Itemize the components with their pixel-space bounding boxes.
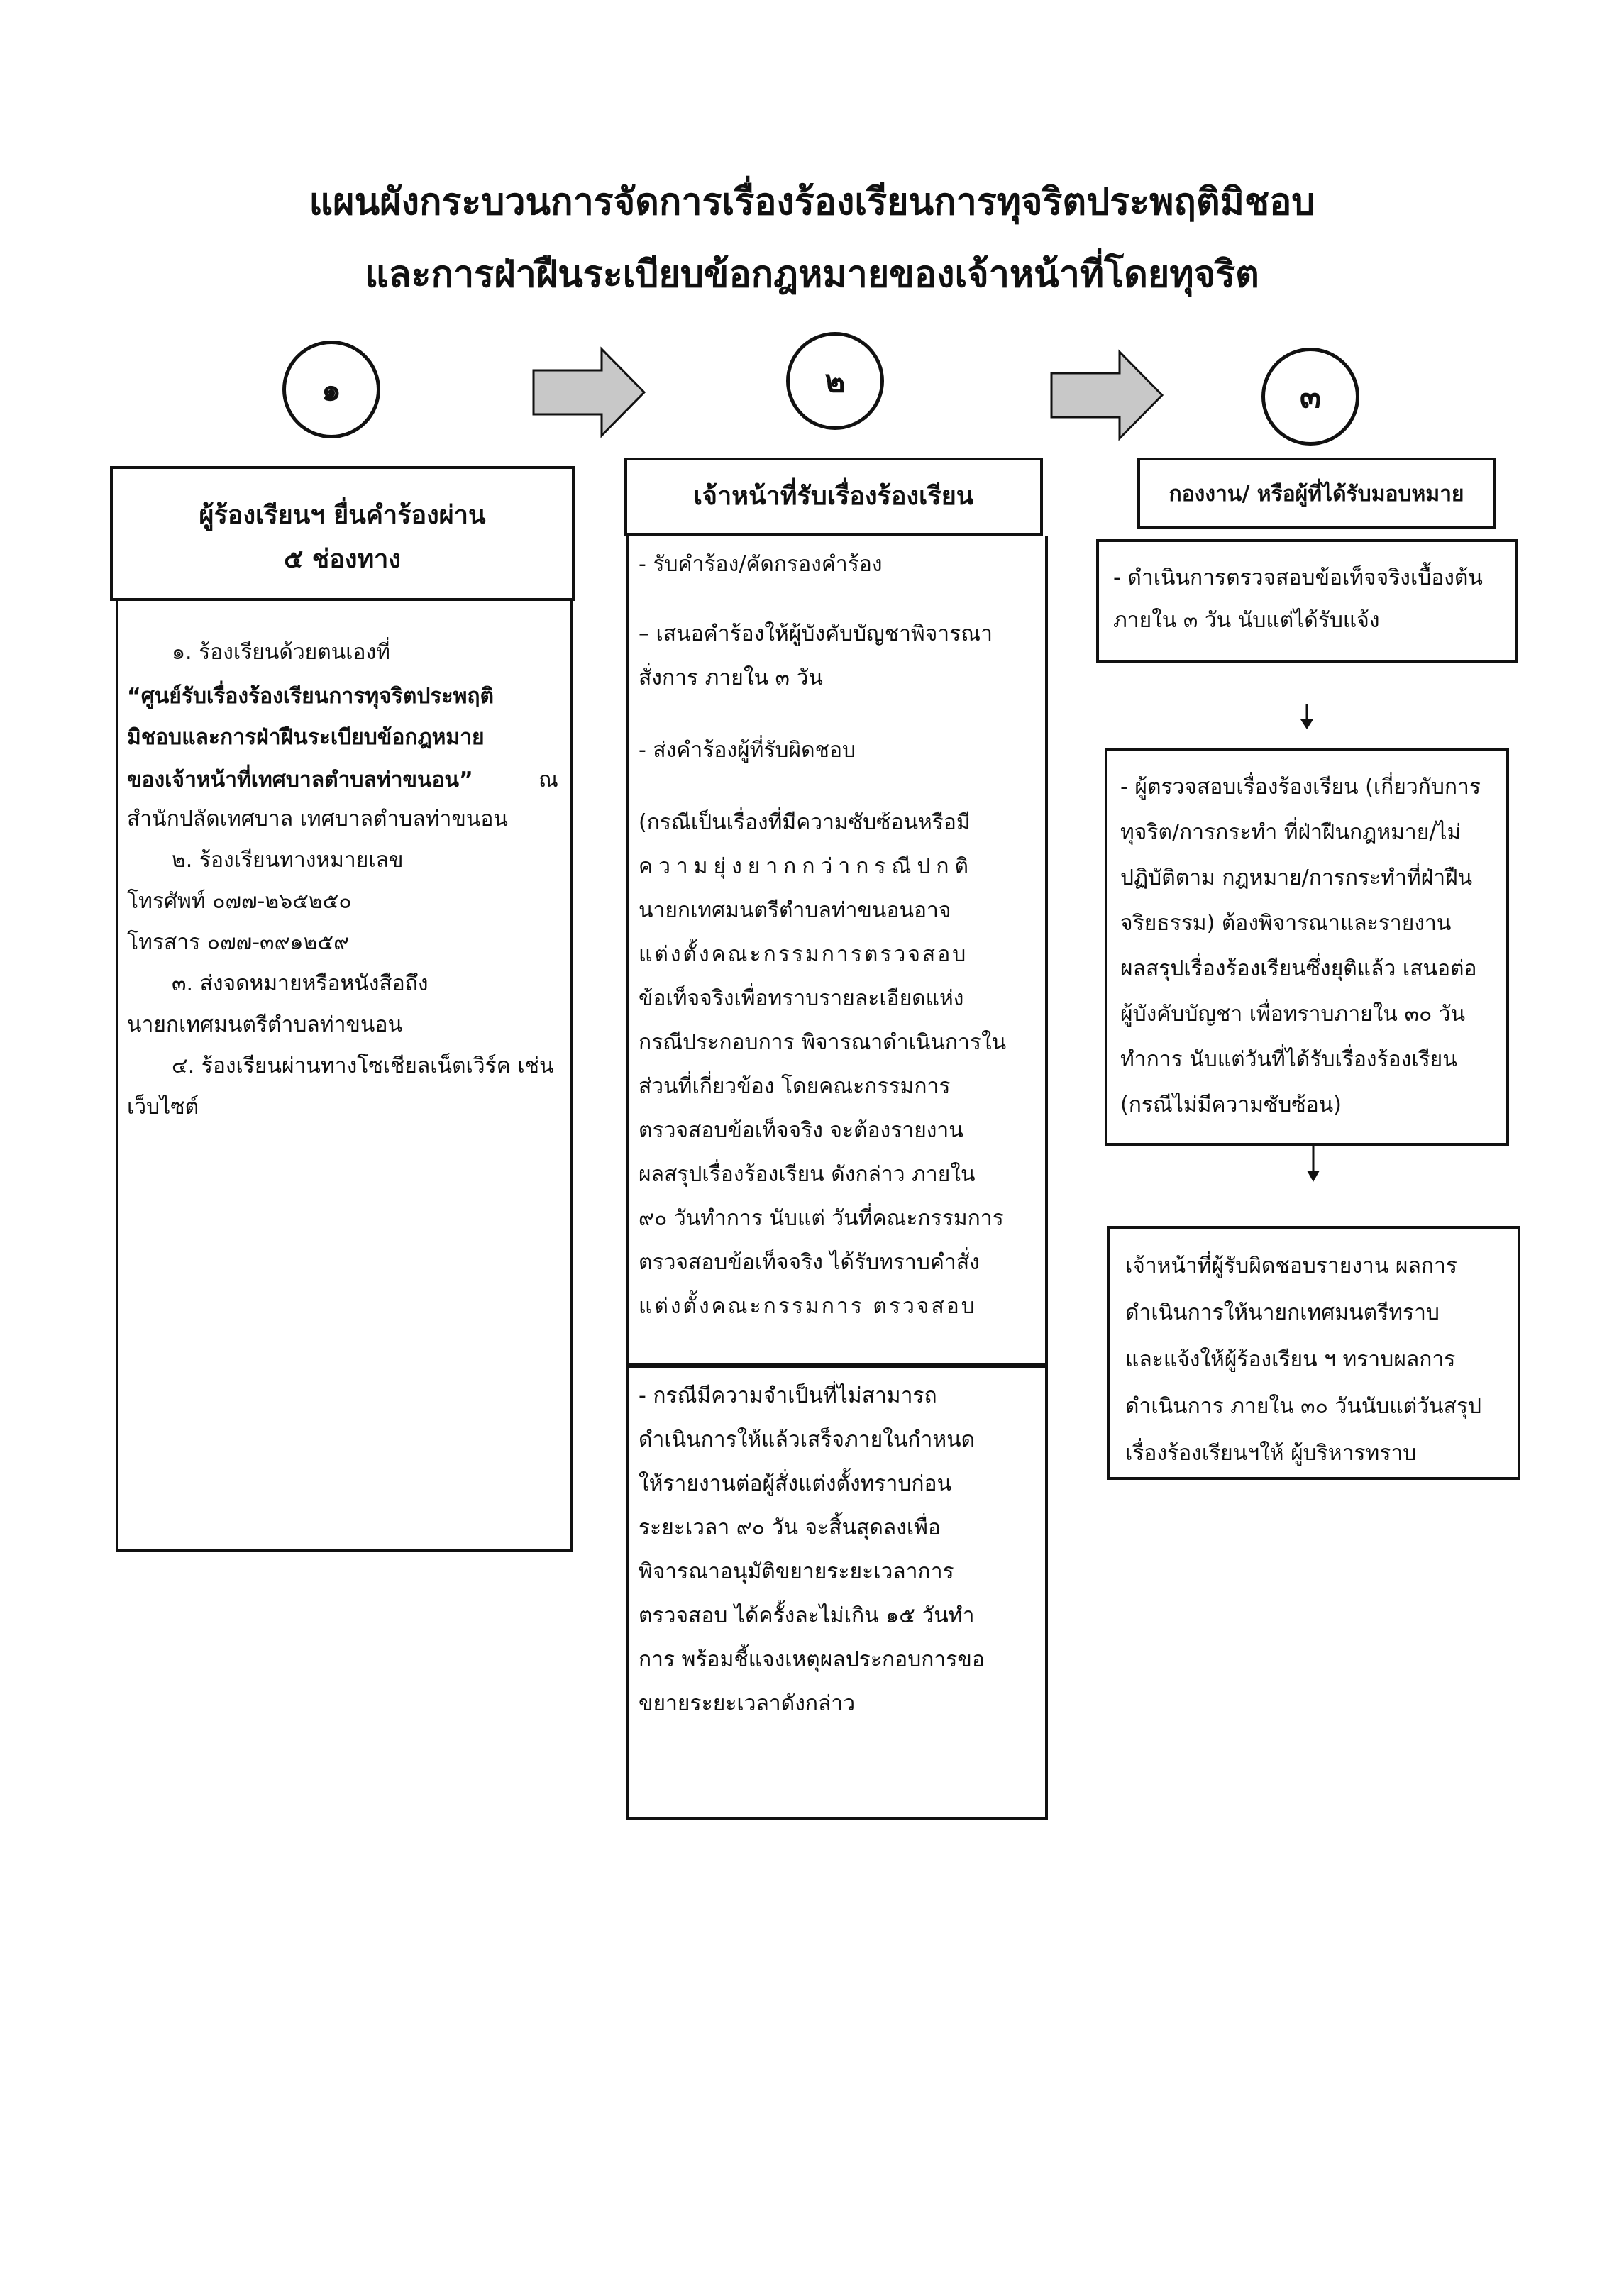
- process-item: - ส่งคำร้องผู้ที่รับผิดชอบ: [639, 738, 856, 763]
- detail-line: ความยุ่งยากกว่ากรณีปกติ: [639, 854, 975, 879]
- investigation-line: - ผู้ตรวจสอบเรื่องร้องเรียน (เกี่ยวกับการ: [1120, 775, 1481, 800]
- right-arrow-icon: [1049, 349, 1166, 441]
- detail-line: กรณีประกอบการ พิจารณาดำเนินการใน: [639, 1030, 1007, 1055]
- detail-line: นายกเทศมนตรีตำบลท่าขนอนอาจ: [639, 898, 951, 923]
- detail-line: แต่งตั้งคณะกรรมการตรวจสอบ: [639, 942, 968, 967]
- investigation-line: ทุจริต/การกระทำ ที่ฝ่าฝืนกฎหมาย/ไม่: [1120, 820, 1462, 845]
- col2-header: เจ้าหน้าที่รับเรื่องร้องเรียน: [693, 482, 974, 511]
- step-2-circle: [786, 332, 884, 430]
- process-item: - รับคำร้อง/คัดกรองคำร้อง: [639, 552, 883, 577]
- col1-header-line-2: ๕ ช่องทาง: [284, 545, 401, 574]
- extension-line: ตรวจสอบ ได้ครั้งละไม่เกิน ๑๕ วันทำ: [639, 1603, 975, 1628]
- process-item: – เสนอคำร้องให้ผู้บังคับบัญชาพิจารณา: [639, 621, 993, 646]
- col3-header: กองงาน/ หรือผู้ที่ได้รับมอบหมาย: [1169, 482, 1464, 507]
- col1-header-box: [110, 466, 575, 601]
- extension-line: ขยายระยะเวลาดังกล่าว: [639, 1691, 856, 1716]
- report-line: เรื่องร้องเรียนฯให้ ผู้บริหารทราบ: [1125, 1441, 1417, 1466]
- channel-line: ๓. ส่งจดหมายหรือหนังสือถึง: [172, 971, 429, 996]
- channel-line: ๒. ร้องเรียนทางหมายเลข: [172, 848, 404, 873]
- detail-line: ๙๐ วันทำการ นับแต่ วันที่คณะกรรมการ: [639, 1206, 1004, 1231]
- investigation-line: ผลสรุปเรื่องร้องเรียนซึ่งยุติแล้ว เสนอต่อ: [1120, 956, 1477, 981]
- detail-line: แต่งตั้งคณะกรรมการ ตรวจสอบ: [639, 1294, 977, 1319]
- investigation-line: ปฏิบัติตาม กฎหมาย/การกระทำที่ฝ่าฝืน: [1120, 866, 1473, 890]
- report-line: ดำเนินการ ภายใน ๓๐ วันนับแต่วันสรุป: [1125, 1394, 1482, 1419]
- extension-line: การ พร้อมชี้แจงเหตุผลประกอบการขอ: [639, 1647, 985, 1672]
- extension-line: ระยะเวลา ๙๐ วัน จะสิ้นสุดลงเพื่อ: [639, 1515, 941, 1540]
- report-line: และแจ้งให้ผู้ร้องเรียน ฯ ทราบผลการ: [1125, 1347, 1456, 1372]
- step-2-number: ๒: [824, 363, 846, 399]
- report-line: ดำเนินการให้นายกเทศมนตรีทราบ: [1125, 1300, 1440, 1325]
- channel-line: “ศูนย์รับเรื่องร้องเรียนการทุจริตประพฤติ: [127, 684, 495, 709]
- detail-line: (กรณีเป็นเรื่องที่มีความซับซ้อนหรือมี: [639, 810, 971, 835]
- report-line: เจ้าหน้าที่ผู้รับผิดชอบรายงาน ผลการ: [1125, 1254, 1457, 1278]
- step-1-number: ๑: [321, 372, 341, 408]
- step-3-number: ๓: [1299, 379, 1322, 415]
- channel-line: ๔. ร้องเรียนผ่านทางโซเชียลเน็ตเวิร์ค เช่น: [172, 1054, 554, 1078]
- col1-channels-box: [116, 601, 573, 1552]
- initial-check-line: - ดำเนินการตรวจสอบข้อเท็จจริงเบื้องต้น: [1113, 565, 1483, 590]
- detail-line: ข้อเท็จจริงเพื่อทราบรายละเอียดแห่ง: [639, 986, 964, 1011]
- channel-line: สำนักปลัดเทศบาล เทศบาลตำบลท่าขนอน: [127, 807, 508, 831]
- channel-line: เว็บไซต์: [127, 1095, 199, 1119]
- channel-line: โทรศัพท์ ๐๗๗-๒๖๕๒๕๐: [127, 889, 352, 914]
- detail-line: ตรวจสอบข้อเท็จจริง ได้รับทราบคำสั่ง: [639, 1250, 980, 1275]
- col3-initial-check-box: [1096, 539, 1518, 663]
- detail-line: ส่วนที่เกี่ยวข้อง โดยคณะกรรมการ: [639, 1074, 951, 1099]
- channel-line: ๑. ร้องเรียนด้วยตนเองที่: [172, 640, 390, 665]
- step-1-circle: [282, 341, 380, 438]
- col1-header-line-1: ผู้ร้องเรียนฯ ยื่นคำร้องผ่าน: [199, 501, 486, 530]
- process-item: สั่งการ ภายใน ๓ วัน: [639, 665, 823, 690]
- col3-header-box: [1137, 458, 1496, 529]
- investigation-line: ผู้บังคับบัญชา เพื่อทราบภายใน ๓๐ วัน: [1120, 1002, 1466, 1027]
- col2-extension-box: [626, 1366, 1048, 1820]
- channel-line: โทรสาร ๐๗๗-๓๙๑๒๕๙: [127, 930, 350, 955]
- page-title-line-2: และการฝ่าฝืนระเบียบข้อกฎหมายของเจ้าหน้าที่โดยทุจริต: [365, 253, 1259, 296]
- page-title-line-1: แผนผังกระบวนการจัดการเรื่องร้องเรียนการทุจริตประพฤติมิชอบ: [309, 181, 1315, 223]
- channel-line: นายกเทศมนตรีตำบลท่าขนอน: [127, 1012, 402, 1037]
- initial-check-line: ภายใน ๓ วัน นับแต่ได้รับแจ้ง: [1113, 608, 1380, 633]
- step-3-circle: [1261, 348, 1359, 446]
- col3-report-box: [1107, 1226, 1520, 1480]
- channel-line: ณ: [538, 768, 558, 792]
- channel-line: มิชอบและการฝ่าฝืนระเบียบข้อกฎหมาย: [127, 725, 485, 750]
- down-arrow-icon: [1304, 1144, 1322, 1183]
- col2-process-box: [626, 536, 1048, 1366]
- investigation-line: ทำการ นับแต่วันที่ได้รับเรื่องร้องเรียน: [1120, 1047, 1457, 1072]
- extension-line: - กรณีมีความจำเป็นที่ไม่สามารถ: [639, 1383, 937, 1408]
- detail-line: ผลสรุปเรื่องร้องเรียน ดังกล่าว ภายใน: [639, 1162, 976, 1187]
- extension-line: ดำเนินการให้แล้วเสร็จภายในกำหนด: [639, 1427, 976, 1452]
- extension-line: พิจารณาอนุมัติขยายระยะเวลาการ: [639, 1559, 954, 1584]
- investigation-line: จริยธรรม) ต้องพิจารณาและรายงาน: [1120, 911, 1452, 936]
- channel-line: ของเจ้าหน้าที่เทศบาลตำบลท่าขนอน”: [127, 768, 473, 792]
- col3-investigation-box: [1105, 748, 1509, 1146]
- down-arrow-icon: [1298, 702, 1315, 731]
- detail-line: ตรวจสอบข้อเท็จจริง จะต้องรายงาน: [639, 1118, 963, 1143]
- col2-header-box: [624, 458, 1043, 536]
- right-arrow-icon: [531, 346, 648, 438]
- extension-line: ให้รายงานต่อผู้สั่งแต่งตั้งทราบก่อน: [639, 1471, 952, 1496]
- investigation-line: (กรณีไม่มีความซับซ้อน): [1120, 1093, 1342, 1117]
